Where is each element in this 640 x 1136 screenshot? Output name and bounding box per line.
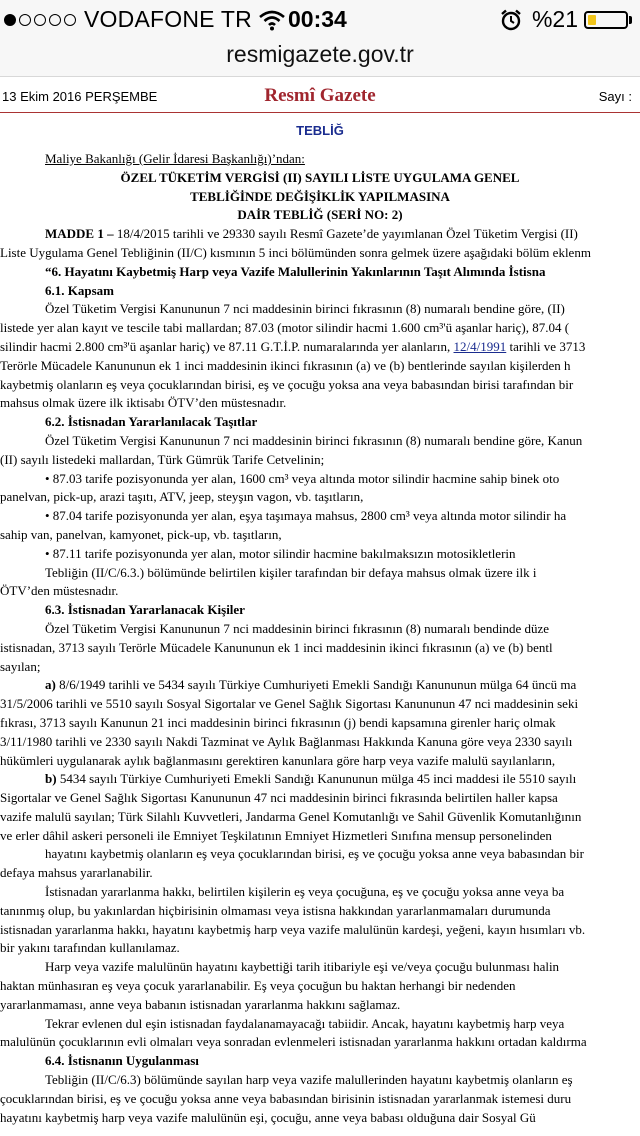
clock: 00:34 <box>288 6 347 32</box>
gazette-header <box>0 82 640 113</box>
doc-line: mahsus olmak üzere ilk iktisabı ÖTV’den müstesnadır. <box>0 395 287 411</box>
doc-line: İstisnadan yararlanma hakkı, belirtilen kişilerin eş veya çocuğuna, eş ve çocuğu yoksa anne veya ba <box>45 884 565 900</box>
subsection-heading: 6.3. İstisnadan Yararlanacak Kişiler <box>45 602 245 618</box>
doc-line: Terörle Mücadele Kanununun ek 1 inci maddesinin ikinci fıkrasının (a) ve (b) bentlerinde sayılan kişilerden h <box>0 357 571 373</box>
url-text[interactable]: resmigazete.gov.tr <box>226 41 414 67</box>
doc-line: ÖTV’den müstesnadır. <box>0 583 119 599</box>
signal-dot <box>4 14 16 26</box>
doc-text: 8/6/1949 tarihli ve 5434 sayılı Türkiye Cumhuriyeti Emekli Sandığı Kanununun mülga 64 üncü ma <box>55 677 577 693</box>
battery-level <box>588 15 596 25</box>
doc-line: 31/5/2006 tarihli ve 5510 sayılı Sosyal Sigortalar ve Genel Sağlık Sigortası Kanununun 47 nci maddesinin seki <box>0 696 579 712</box>
doc-line: çocuklarından birisi, eş ve çocuğu yoksa anne veya babasından birisinin istisnadan yararlanmak istemesi duru <box>0 1090 572 1106</box>
item-marker: a) <box>45 677 56 693</box>
document-body <box>0 150 640 1127</box>
doc-line: 3/11/1980 tarihli ve 2330 sayılı Nakdi Tazminat ve Aylık Bağlanması Hakkında Kanuna göre veya 2330 sayılı <box>0 733 573 749</box>
doc-line: hayatını kaybetmiş olanların eş veya çocuklarından birisi, eş ve çocuğu yoksa anne veya babasından bir <box>45 846 584 862</box>
doc-line: (II) sayılı listedeki mallardan, Türk Gümrük Tarife Cetvelinin; <box>0 451 325 467</box>
address-bar[interactable] <box>0 40 640 77</box>
doc-line: yararlanmaması, anne veya babanın istisnadan yararlanma hakkını sağlamaz. <box>0 996 401 1012</box>
doc-title-line: ÖZEL TÜKETİM VERGİSİ (II) SAYILI LİSTE UYGULAMA GENEL <box>120 169 520 185</box>
bullet-item: • 87.03 tarife pozisyonunda yer alan, 1600 cm³ veya altında motor silindir hacmine sahip binek oto <box>45 470 560 486</box>
doc-line: Tebliğin (II/C/6.3.) bölümünde belirtilen kişiler tarafından bir defaya mahsus olmak üzere ilk i <box>45 564 537 580</box>
header-date: 13 Ekim 2016 PERŞEMBE <box>2 89 158 104</box>
doc-line: ve erler dâhil askeri personeli ile Emniyet Teşkilatının Emniyet Hizmetleri Sınıfına mensup personelinden <box>0 827 552 843</box>
signal-dot <box>34 14 46 26</box>
subsection-heading: 6.4. İstisnanın Uygulanması <box>45 1053 199 1069</box>
doc-line: Özel Tüketim Vergisi Kanununun 7 nci maddesinin birinci fıkrasının (8) numaralı bendine göre, (II) <box>45 301 565 317</box>
doc-line: istisnadan, 3713 sayılı Terörle Mücadele Kanununun ek 1 inci maddesinin ikinci fıkrasının (a) ve (b) bentl <box>0 639 553 655</box>
doc-line: Tekrar evlenen dul eşin istisnadan faydalanamayacağı tabiidir. Ancak, hayatını kaybetmiş harp veya <box>45 1015 565 1031</box>
bullet-item: • 87.11 tarife pozisyonunda yer alan, motor silindir hacmine bakılmaksızın motosikletlerin <box>45 545 516 561</box>
article-label: MADDE 1 – <box>45 226 114 242</box>
carrier-group <box>4 6 286 33</box>
subsection-heading: 6.2. İstisnadan Yararlanılacak Taşıtlar <box>45 414 258 430</box>
doc-line: kaybetmiş olanların eş veya çocuklarından birisi, eş ve çocuğu yoksa ana veya babasından birisi tarafından bir <box>0 376 574 392</box>
battery-percent: %21 <box>531 6 578 32</box>
doc-line <box>0 338 640 357</box>
doc-line: panelvan, pick-up, arazi taşıtı, ATV, jeep, steyşın vagon, vb. taşıtların, <box>0 489 364 505</box>
web-page <box>0 82 640 1136</box>
doc-line: Tebliğin (II/C/6.3) bölümünde sayılan harp veya vazife malullerinden hayatını kaybetmiş olanların eş <box>45 1072 573 1088</box>
issue-number-label: Sayı : <box>598 89 632 104</box>
signal-dot <box>49 14 61 26</box>
doc-line: Sigortalar ve Genel Sağlık Sigortası Kanununun 47 nci maddesinin birinci fıkrasında belirtilen haller kapsa <box>0 790 558 806</box>
doc-line <box>0 676 640 695</box>
gazette-title: Resmî Gazete <box>264 85 376 106</box>
doc-line: istisnadan yararlanma hakkı, hayatını kaybetmiş harp veya vazife malulünün kardeşi, yeğeni, kayın hısımları vb. <box>0 921 586 937</box>
doc-title-line: TEBLİĞİNDE DEĞİŞİKLİK YAPILMASINA <box>190 188 450 204</box>
doc-line: sahip van, panelvan, kamyonet, pick-up, vb. taşıtların, <box>0 526 282 542</box>
signal-dot <box>64 14 76 26</box>
doc-line: listede yer alan kayıt ve tescile tabi mallardan; 87.03 (motor silindir hacmi 1.600 cm³'ü aşanlar hariç), 87.04 ( <box>0 320 570 336</box>
doc-line: Özel Tüketim Vergisi Kanununun 7 nci maddesinin birinci fıkrasının (8) numaralı bendinde düze <box>45 620 549 636</box>
article-1 <box>0 225 640 244</box>
doc-line: Liste Uygulama Genel Tebliğinin (II/C) kısmının 5 inci bölümünden sonra gelmek üzere aşağıdaki bölüm eklenm <box>0 244 591 260</box>
doc-line: defaya mahsus yararlanabilir. <box>0 865 153 881</box>
doc-line: tanınmış olup, bu yakınlardan hiçbirisinin olmaması veya istisna hakkından yararlanmamaları durumunda <box>0 902 551 918</box>
doc-line: Özel Tüketim Vergisi Kanununun 7 nci maddesinin birinci fıkrasının (8) numaralı bendine göre, Kanun <box>45 432 583 448</box>
doc-line: Harp veya vazife malulünün hayatını kaybettiği tarih itibariyle eşi ve/veya çocuğu bulunması halin <box>45 959 560 975</box>
bullet-item: • 87.04 tarife pozisyonunda yer alan, eşya taşımaya mahsus, 2800 cm³ veya altında motor silindir ha <box>45 508 567 524</box>
doc-line: sayılan; <box>0 658 41 674</box>
battery-icon <box>584 11 628 29</box>
doc-line: haktan münhasıran eş veya çocuk yararlanabilir. Eş veya çocuğun bu haktan herhangi bir nedenden <box>0 978 516 994</box>
status-bar <box>0 0 640 40</box>
subsection-heading: 6.1. Kapsam <box>45 282 114 298</box>
date-link[interactable]: 12/4/1991 <box>453 338 507 354</box>
section-heading: TEBLİĞ <box>296 123 344 138</box>
doc-text: silindir hacmi 2.800 cm³'ü aşanlar hariç) ve 87.11 G.T.İ.P. numaralarında yer alanların, <box>0 338 451 354</box>
battery-tip <box>629 16 632 24</box>
doc-text: 5434 sayılı Türkiye Cumhuriyeti Emekli Sandığı Kanununun mülga 45 inci maddesi ile 5510 sayılı <box>56 771 577 787</box>
doc-line: fıkrası, 3713 sayılı Kanunun 21 inci maddesinin birinci fıkrasının (j) bendi kapsamına girenler hariç olmak <box>0 714 556 730</box>
ministry-line: Maliye Bakanlığı (Gelir İdaresi Başkanlığı)’ndan: <box>45 151 305 166</box>
doc-line: vazife malulü sayılan; Türk Silahlı Kuvvetleri, Jandarma Genel Komutanlığı ve Sahil Güvenlik Komutanlığının <box>0 808 582 824</box>
status-right-group <box>500 6 632 33</box>
wifi-icon <box>258 9 286 31</box>
doc-text: tarihli ve 3713 <box>506 338 586 354</box>
doc-line: hükümleri uygulanarak aylık bağlanmasını gerektiren kanunlara göre harp veya vazife malulü sayılanların, <box>0 752 556 768</box>
doc-title-line: DAİR TEBLİĞ (SERİ NO: 2) <box>237 207 403 223</box>
carrier-name: VODAFONE TR <box>84 6 252 32</box>
item-marker: b) <box>45 771 57 787</box>
alarm-icon <box>500 9 522 31</box>
signal-dot <box>19 14 31 26</box>
doc-line: hayatını kaybetmiş harp veya vazife malulünün eşi, çocuğu, anne veya babası olduğuna dair Sosyal Gü <box>0 1109 536 1125</box>
doc-line: bir yakını tarafından kullanılamaz. <box>0 940 180 956</box>
article-text: 18/4/2015 tarihli ve 29330 sayılı Resmî Gazete’de yayımlanan Özel Tüketim Vergisi (II) <box>113 226 578 242</box>
section-heading-6: “6. Hayatını Kaybetmiş Harp veya Vazife Malullerinin Yakınlarının Taşıt Alımında İstisna <box>45 263 546 279</box>
signal-strength-icon <box>4 14 76 26</box>
doc-line: malulünün çocuklarının evli olmaları veya sonradan evlenmeleri istisnadan yararlanma hakkını ortadan kaldırma <box>0 1034 587 1050</box>
doc-line <box>0 770 640 789</box>
